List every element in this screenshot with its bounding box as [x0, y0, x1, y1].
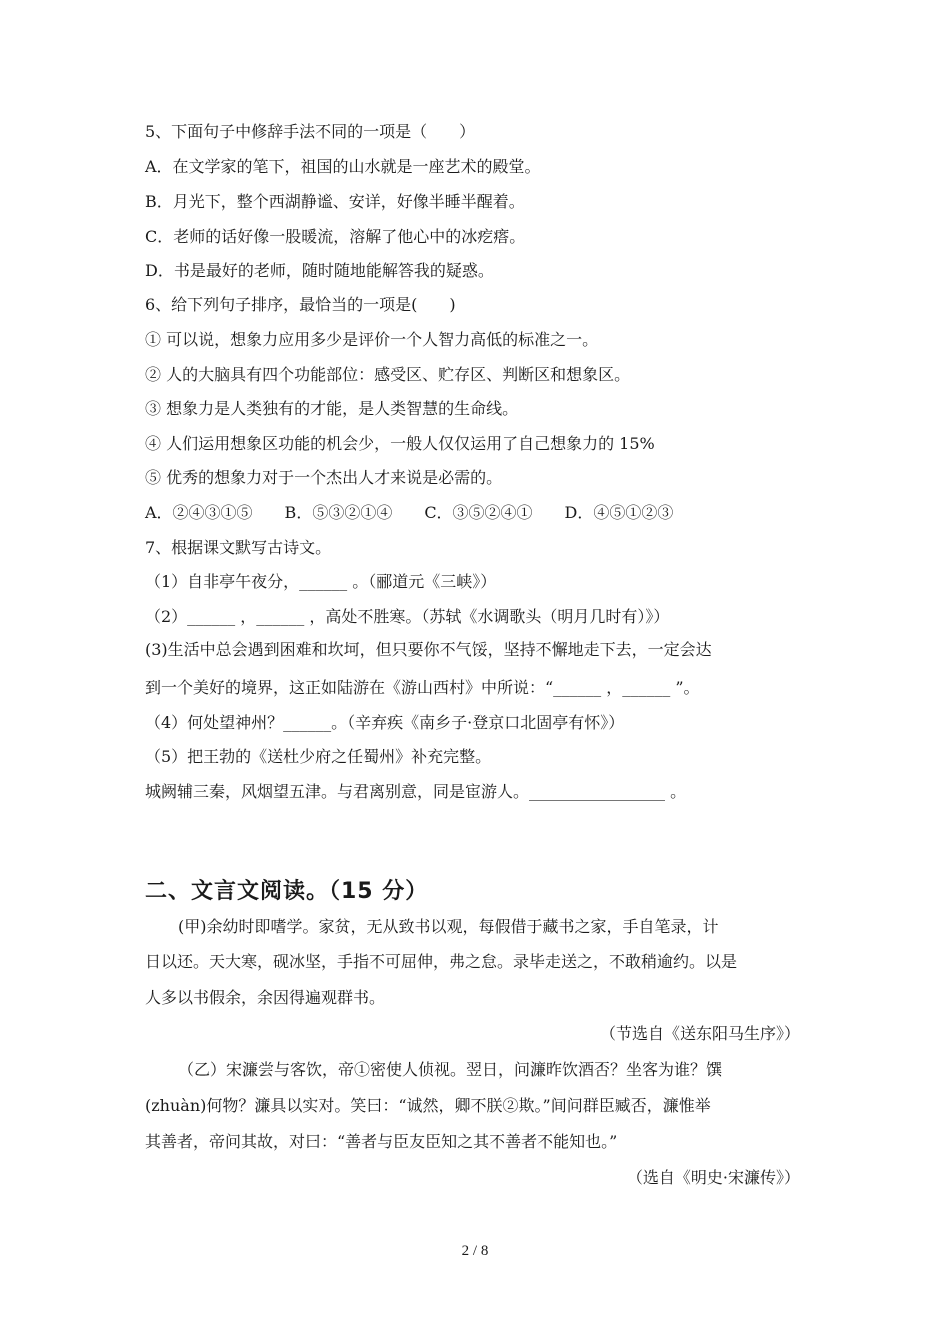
q6-sentence-4: ④ 人们运用想象区功能的机会少，一般人仅仅运用了自己想象力的 15%: [145, 434, 655, 453]
passage-jia-source: （节选自《送东阳马生序》）: [599, 1024, 800, 1043]
page-number: 2 / 8: [461, 1243, 489, 1259]
q7-part-1: （1）自非亭午夜分，______ 。（郦道元《三峡》）: [145, 572, 497, 591]
passage-yi-source: （选自《明史·宋濂传》）: [626, 1168, 800, 1187]
q7-part-5-poem: 城阙辅三秦，风烟望五津。与君离别意，同是宦游人。_________________ 。: [145, 782, 687, 801]
q6-stem: 6、给下列句子排序，最恰当的一项是( ): [145, 295, 456, 314]
passage-jia-line-1: (甲)余幼时即嗜学。家贫，无从致书以观，每假借于藏书之家，手自笔录，计: [178, 917, 719, 936]
passage-jia-line-2: 日以还。天大寒，砚冰坚，手指不可屈伸，弗之怠。录毕走送之，不敢稍逾约。以是: [145, 952, 738, 971]
q7-part-5: （5）把王勃的《送杜少府之任蜀州》补充完整。: [145, 747, 492, 766]
passage-yi-line-1: （乙）宋濂尝与客饮，帝①密使人侦视。翌日，问濂昨饮酒否？坐客为谁？馔: [178, 1060, 723, 1079]
section-heading: 二、文言文阅读。（15 分）: [145, 879, 429, 904]
q6-sentence-3: ③ 想象力是人类独有的才能，是人类智慧的生命线。: [145, 399, 519, 418]
q6-sentence-2: ② 人的大脑具有四个功能部位：感受区、贮存区、判断区和想象区。: [145, 365, 631, 384]
q5-option-d: D．书是最好的老师，随时随地能解答我的疑惑。: [145, 261, 494, 280]
q5-option-c: C．老师的话好像一股暖流，溶解了他心中的冰疙瘩。: [145, 227, 526, 246]
passage-jia-line-3: 人多以书假余，余因得遍观群书。: [145, 988, 386, 1007]
q5-option-a: A．在文学家的笔下，祖国的山水就是一座艺术的殿堂。: [145, 157, 541, 176]
q7-part-2: （2）______ ，______ ，高处不胜寒。（苏轼《水调歌头（明月几时有）》）: [145, 607, 670, 626]
q6-options: A．②④③①⑤ B．⑤③②①④ C．③⑤②④① D．④⑤①②③: [145, 503, 674, 522]
q7-stem: 7、根据课文默写古诗文。: [145, 538, 332, 557]
q7-part-4: （4）何处望神州？______。（辛弃疾《南乡子·登京口北固亭有怀》）: [145, 713, 625, 732]
q6-sentence-1: ① 可以说，想象力应用多少是评价一个人智力高低的标准之一。: [145, 330, 599, 349]
q5-option-b: B．月光下，整个西湖静谧、安详，好像半睡半醒着。: [145, 192, 525, 211]
q7-part-3-line-2: 到一个美好的境界，这正如陆游在《游山西村》中所说：“______ ，______ ”。: [145, 678, 700, 697]
q7-part-3-line-1: (3)生活中总会遇到困难和坎坷，但只要你不气馁，坚持不懈地走下去，一定会达: [145, 640, 712, 659]
passage-yi-line-2: (zhuàn)何物？濂具以实对。笑曰：“诚然，卿不朕②欺。”间问群臣臧否，濂惟举: [145, 1096, 711, 1115]
q6-sentence-5: ⑤ 优秀的想象力对于一个杰出人才来说是必需的。: [145, 468, 503, 487]
q5-stem: 5、下面句子中修辞手法不同的一项是（ ）: [145, 122, 476, 141]
passage-yi-line-3: 其善者，帝问其故，对曰：“善者与臣友臣知之其不善者不能知也。”: [145, 1132, 618, 1151]
